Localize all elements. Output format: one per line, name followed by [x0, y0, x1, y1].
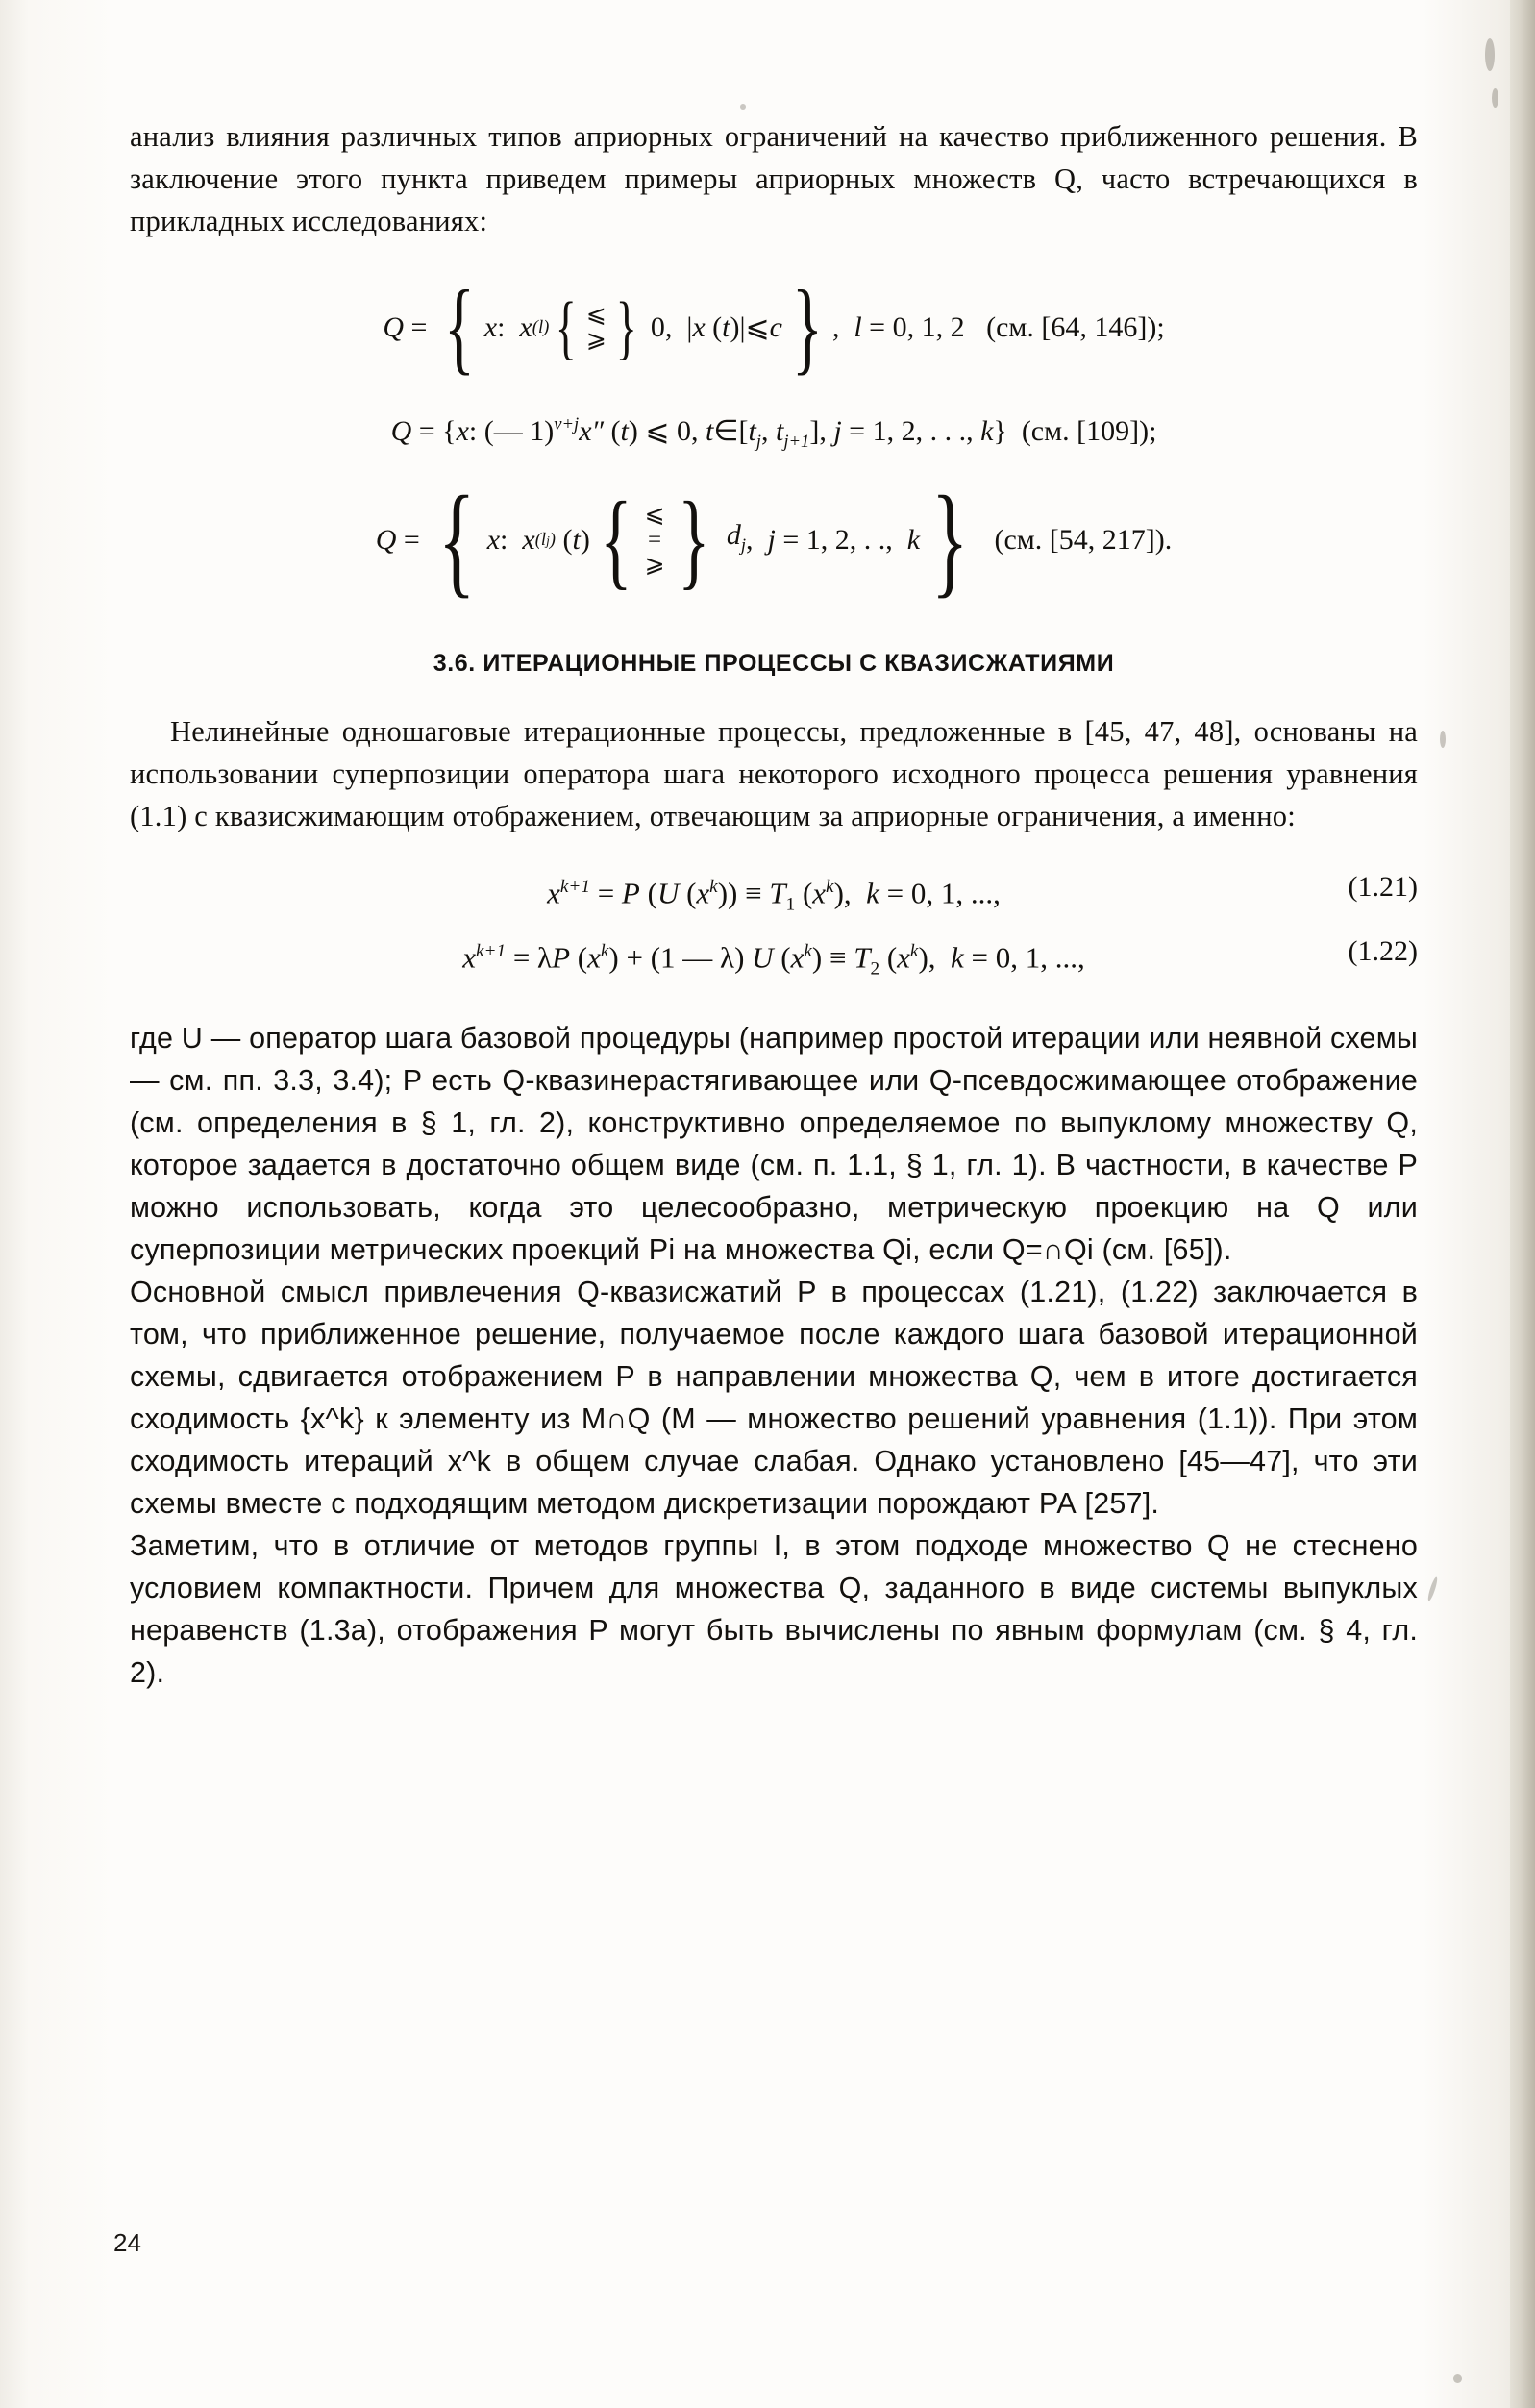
equation-number-1-22: (1.22)	[1348, 934, 1418, 967]
paragraph-intro: анализ влияния различных типов априорных ограничений на качество приближенного решения. В заключение этого пункта приведем примеры априорных множеств Q, часто встречающихся в прикладных исследованиях:	[130, 120, 1418, 237]
book-spine-shadow	[1510, 0, 1535, 2408]
formula-q-equalities: Q = { x : x (lj) ( t ) { ⩽ = ⩾ { $d_j$ , j = 1, 2, . ., k { (см. [54, 217]).	[375, 471, 1173, 610]
equation-1-22: $x^{k+1} = \lambda P$ $(x^k) + (1$ — λ) U $(x^k) \equiv T_2$ $(x^k)$, k = 0, 1, ..., (1.22)	[130, 929, 1418, 993]
formula-q-derivative-bounds: Q = { x : x (l) { ⩽ ⩾ { 0, | x ( t )|⩽ c { , l = 0, 1, 2 (см. [64, 146]);	[383, 270, 1165, 385]
inequality-stack: ⩽ ⩾	[585, 302, 607, 354]
page-number: 24	[113, 2228, 141, 2257]
paragraph-operator-description: где U — оператор шага базовой процедуры (например простой итерации или неявной схемы — см. пп. 3.3, 3.4); P есть Q-квазинерастягивающее или Q-псевдосжимающее отображение (см. определения в § 1, гл. 2), конструктивно определяемое по выпуклому множеству Q, которое задается в достаточно общем виде (см. п. 1.1, § 1, гл. 1). В частности, в качестве P можно использовать, когда это целесообразно, метрическую проекцию на Q или суперпозиции метрических проекций Pi на множества Qi, если Q=∩Qi (см. [65]).	[130, 1022, 1418, 1267]
page-content	[130, 115, 1418, 1694]
section-heading: 3.6. ИТЕРАЦИОННЫЕ ПРОЦЕССЫ С КВАЗИСЖАТИЯМИ	[433, 650, 1115, 678]
scan-artifact	[1440, 731, 1446, 748]
scan-artifact	[1492, 88, 1498, 108]
formula-q-sign-conditions: Q = {x: (— 1)$^{\nu+j}$x″ (t) ⩽ 0, $t\in[t_j$, $t_{j+1}$], j = 1, 2, . . ., k} (см. [109]);	[390, 414, 1157, 453]
scan-artifact	[1453, 2374, 1462, 2383]
paragraph-remark: Заметим, что в отличие от методов группы I, в этом подходе множество Q не стеснено условием компактности. Причем для множества Q, заданного в виде системы выпуклых неравенств (1.3а), отображения P могут быть вычислены по явным формулам (см. § 4, гл. 2).	[130, 1529, 1418, 1690]
equation-1-21: $x^{k+1} = P$ (U $(x^k)) \equiv T_1$ $(x^k)$, k = 0, 1, ..., (1.21)	[130, 864, 1418, 929]
relation-stack: ⩽ = ⩾	[644, 502, 665, 579]
equation-block	[130, 864, 1418, 992]
scan-artifact	[740, 104, 746, 110]
paragraph-nonlinear-processes: Нелинейные одношаговые итерационные процессы, предложенные в [45, 47, 48], основаны на использовании суперпозиции оператора шага некоторого исходного процесса решения уравнения (1.1) с квазисжимающим отображением, отвечающим за априорные ограничения, а именно:	[130, 715, 1418, 833]
scan-artifact	[1485, 38, 1495, 71]
paragraph-main-meaning: Основной смысл привлечения Q-квазисжатий P в процессах (1.21), (1.22) заключается в том, что приближенное решение, получаемое после каждого шага базовой итерационной схемы, сдвигается отображением P в направлении множества Q, чем в итоге достигается сходимость {x^k} к элементу из M∩Q (M — множество решений уравнения (1.1)). При этом сходимость итераций x^k в общем случае слабая. Однако установлено [45—47], что эти схемы вместе с подходящим методом дискретизации порождают РА [257].	[130, 1276, 1418, 1521]
equation-number-1-21: (1.21)	[1348, 871, 1418, 904]
